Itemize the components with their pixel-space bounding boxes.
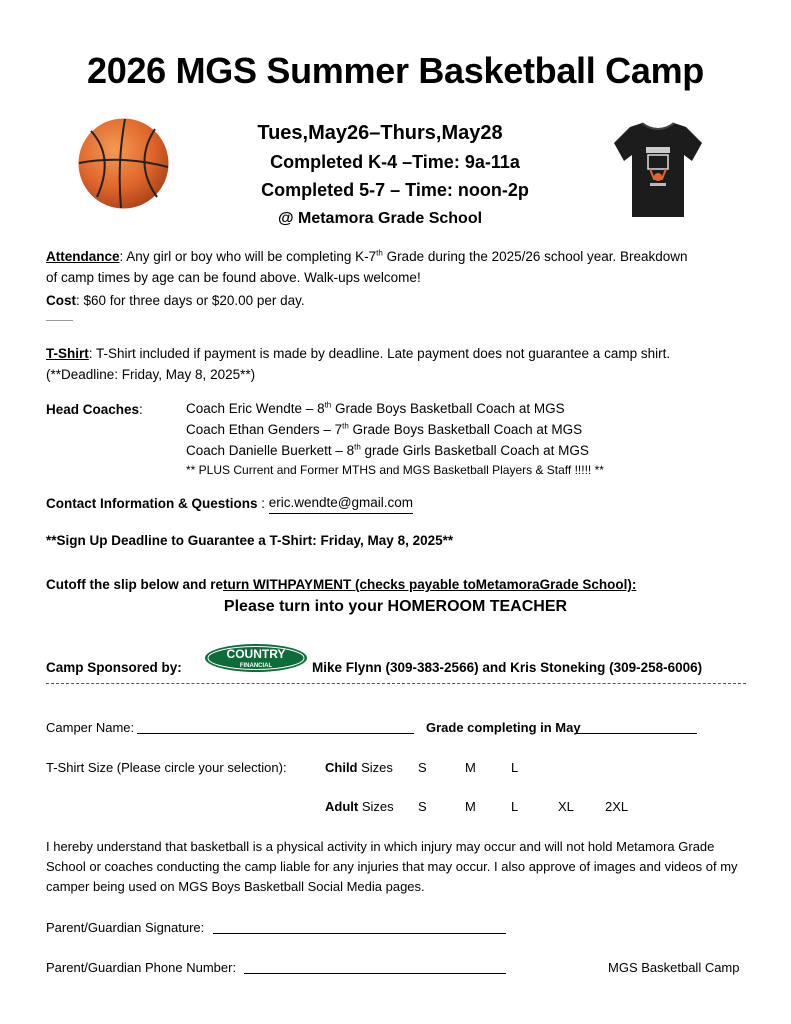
- coach-1: Coach Eric Wendte – 8th Grade Boys Basketball Coach at MGS: [186, 400, 565, 416]
- contact-email[interactable]: eric.wendte@gmail.com: [269, 492, 413, 514]
- session-k4: Completed K-4 –Time: 9a-11a: [270, 152, 520, 172]
- adult-size-l[interactable]: L: [511, 799, 519, 814]
- coach-2: Coach Ethan Genders – 7th Grade Boys Basketball Coach at MGS: [186, 421, 583, 437]
- cut-line: [46, 683, 746, 684]
- footer-label: MGS Basketball Camp: [608, 960, 740, 975]
- logo-text-bottom: FINANCIAL: [239, 663, 273, 669]
- coaches-plus: ** PLUS Current and Former MTHS and MGS Basketball Players & Staff !!!!! **: [186, 463, 604, 477]
- waiver-line-3: camper being used on MGS Boys Basketball Social Media pages.: [46, 879, 425, 894]
- child-size-s[interactable]: S: [418, 760, 427, 775]
- camp-location: @ Metamora Grade School: [277, 210, 483, 227]
- tshirt-info: T-Shirt: T-Shirt included if payment is made by deadline. Late payment does not guarantee a camp shirt.: [46, 346, 671, 361]
- cost-line: Cost: $60 for three days or $20.00 per day.: [46, 293, 305, 308]
- phone-label: Parent/Guardian Phone Number:: [46, 960, 237, 975]
- coach-3: Coach Danielle Buerkett – 8th grade Girls Basketball Coach at MGS: [186, 442, 589, 458]
- logo-text-top: COUNTRY: [226, 647, 286, 661]
- coaches-colon: :: [139, 402, 143, 417]
- adult-size-s[interactable]: S: [418, 799, 427, 814]
- adult-size-2xl[interactable]: 2XL: [605, 799, 629, 814]
- homeroom-note: Please turn into your HOMEROOM TEACHER: [223, 598, 568, 615]
- divider: [46, 320, 73, 321]
- sponsor-names: Mike Flynn (309-383-2566) and Kris Stoneking (309-258-6006): [312, 660, 703, 675]
- child-size-l[interactable]: L: [511, 760, 519, 775]
- grade-field[interactable]: [577, 733, 697, 734]
- camp-dates: Tues,May26–Thurs,May28: [257, 122, 503, 144]
- tshirt-icon: [612, 117, 704, 221]
- signature-label: Parent/Guardian Signature:: [46, 920, 205, 935]
- waiver-line-2: School or coaches conducting the camp liable for any injuries that may occur. I also approve of images and videos of my: [46, 859, 738, 874]
- attendance-line-1: Attendance: Any girl or boy who will be completing K-7th Grade during the 2025/26 school year. Breakdown: [46, 248, 688, 264]
- tshirt-deadline: (**Deadline: Friday, May 8, 2025**): [46, 367, 256, 382]
- signature-field[interactable]: [213, 933, 506, 934]
- camper-name-field[interactable]: [137, 733, 414, 734]
- adult-sizes-label: Adult Sizes: [325, 799, 394, 814]
- sponsor-label: Camp Sponsored by:: [46, 660, 182, 675]
- page-title: 2026 MGS Summer Basketball Camp: [87, 50, 704, 91]
- attendance-line-2: of camp times by age can be found above. Walk-ups welcome!: [46, 270, 421, 285]
- contact-line: Contact Information & Questions : eric.wendte@gmail.com: [46, 492, 413, 514]
- cutoff-instructions: Cutoff the slip below and return WITHPAYMENT (checks payable toMetamoraGrade School):: [46, 577, 637, 592]
- grade-label: Grade completing in May: [426, 720, 581, 735]
- session-57: Completed 5-7 – Time: noon-2p: [261, 180, 529, 200]
- signup-deadline: **Sign Up Deadline to Guarantee a T-Shirt: Friday, May 8, 2025**: [46, 533, 454, 548]
- basketball-icon: [77, 117, 170, 210]
- child-sizes-label: Child Sizes: [325, 760, 393, 775]
- waiver-line-1: I hereby understand that basketball is a physical activity in which injury may occur and will not hold Metamora Grade: [46, 839, 715, 854]
- camper-name-label: Camper Name:: [46, 720, 135, 735]
- coaches-label: Head Coaches: [46, 402, 140, 417]
- phone-field[interactable]: [244, 973, 506, 974]
- country-financial-logo: [204, 643, 308, 673]
- adult-size-xl[interactable]: XL: [558, 799, 574, 814]
- tshirt-size-label: T-Shirt Size (Please circle your selection):: [46, 760, 287, 775]
- child-size-m[interactable]: M: [465, 760, 476, 775]
- adult-size-m[interactable]: M: [465, 799, 476, 814]
